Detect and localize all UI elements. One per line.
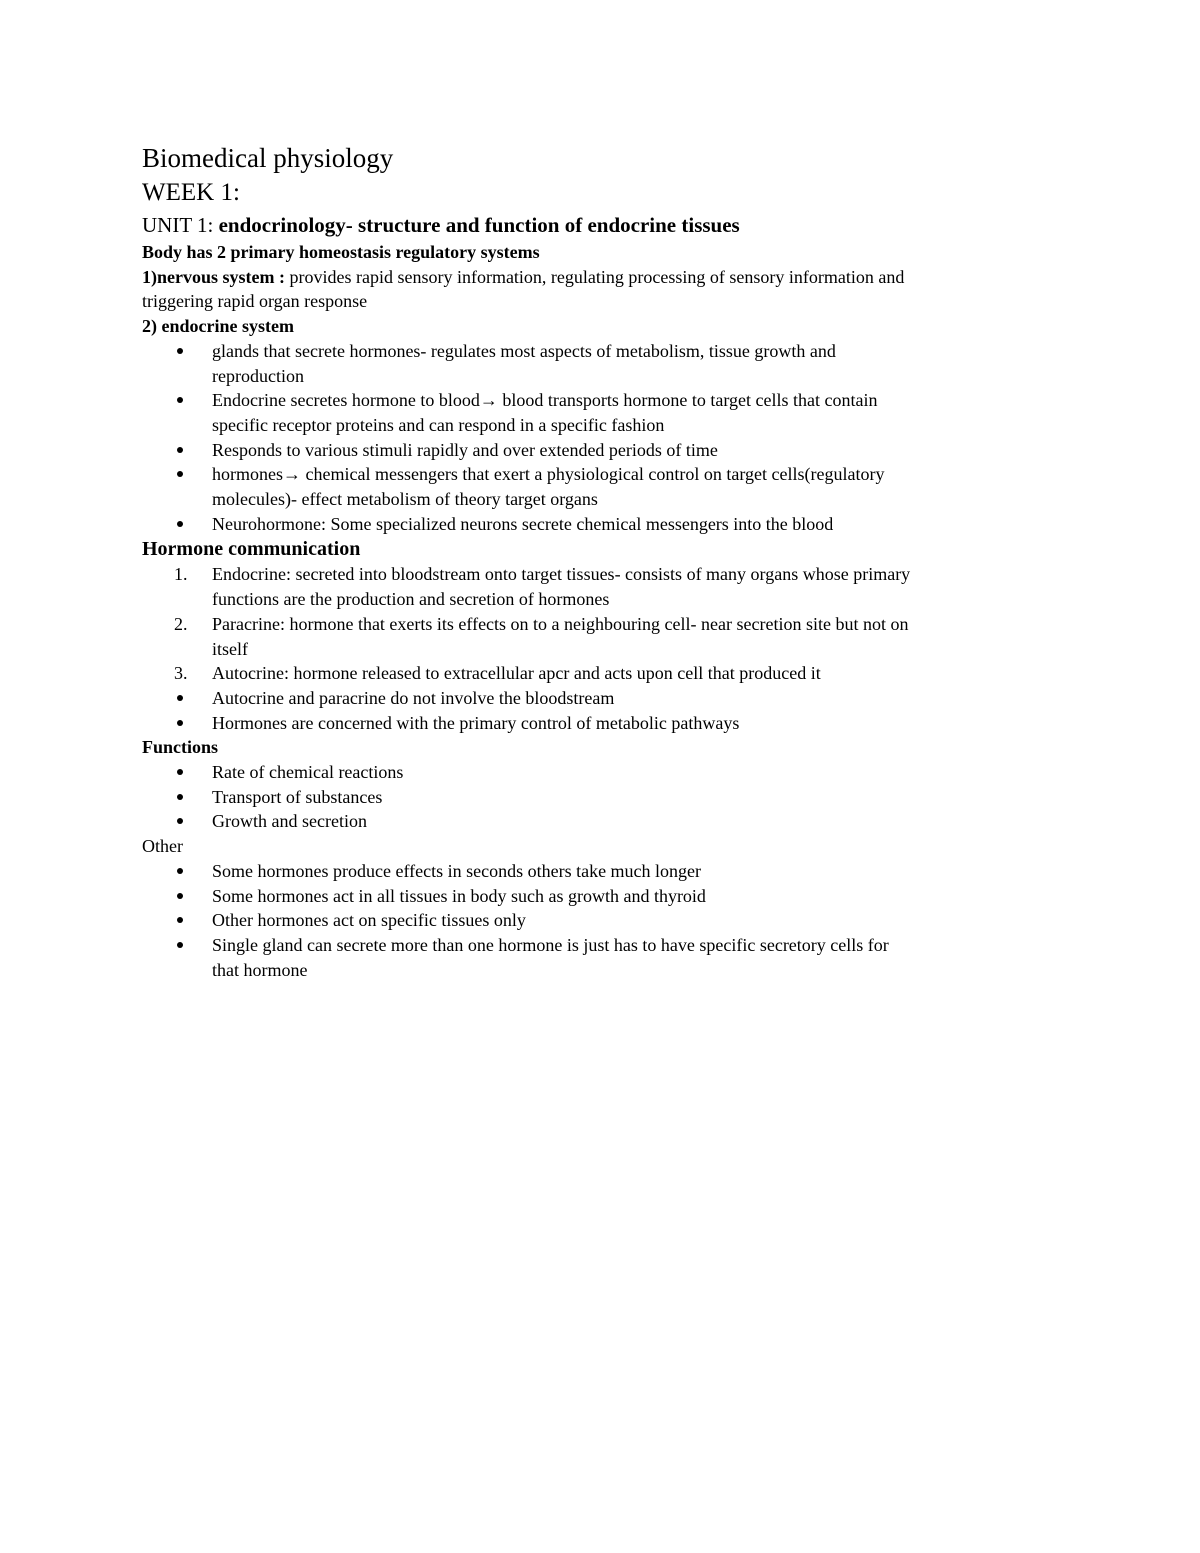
list-item-text: Hormones are concerned with the primary control of metabolic pathways [212,712,740,733]
list-item [142,933,1072,982]
list-item-text: Transport of substances [212,786,383,807]
list-item-text: Endocrine: secreted into bloodstream onto target tissues- consists of many organs whose primary [212,564,911,585]
list-item-text: reproduction [212,365,304,386]
list-item-text: Endocrine secretes hormone to blood→ blood transports hormone to target cells that contain [212,390,878,411]
list-item [142,388,1072,437]
list-number: 1. [174,564,188,585]
functions-bullet-list [142,760,1072,834]
list-item-text: hormones→ chemical messengers that exert a physiological control on target cells(regulatory [212,464,885,485]
list-item-text: Neurohormone: Some specialized neurons secrete chemical messengers into the blood [212,513,834,534]
nervous-system-text: provides rapid sensory information, regulating processing of sensory information and [289,266,905,287]
list-item-text: Some hormones act in all tissues in body such as growth and thyroid [212,885,706,906]
list-item [142,859,1072,884]
list-item [142,661,1072,686]
list-item [142,809,1072,834]
other-heading: Other [142,836,183,857]
nervous-system-line-2: triggering rapid organ response [142,291,368,312]
list-item-text: Paracrine: hormone that exerts its effects on to a neighbouring cell- near secretion site but not on [212,613,909,634]
list-item [142,462,1072,511]
list-item [142,339,1072,388]
list-item [142,908,1072,933]
list-item [142,512,1072,537]
unit-prefix: UNIT 1: [142,213,219,237]
hormone-communication-numbered-list [142,562,1072,686]
hormone-communication-heading: Hormone communication [142,538,361,561]
list-item [142,686,1072,711]
endocrine-bullet-list [142,339,1072,537]
nervous-system-label: 1)nervous system : [142,266,290,287]
list-item-text: molecules)- effect metabolism of theory target organs [212,489,598,510]
week-heading: WEEK 1: [142,179,240,206]
other-bullet-list [142,859,1072,983]
list-item [142,884,1072,909]
list-item-text: Autocrine and paracrine do not involve the bloodstream [212,687,615,708]
list-item-text: Rate of chemical reactions [212,762,404,783]
document-title: Biomedical physiology [142,143,394,173]
list-item-text: Other hormones act on specific tissues only [212,910,526,931]
list-item-text: itself [212,638,248,659]
list-item-text: Single gland can secrete more than one hormone is just has to have specific secretory cells for [212,934,889,955]
list-item-text: functions are the production and secretion of hormones [212,589,610,610]
list-item-text: specific receptor proteins and can respond in a specific fashion [212,414,665,435]
hormone-communication-bullet-list [142,686,1072,735]
list-item-text: that hormone [212,959,308,980]
list-item [142,438,1072,463]
document-page [142,140,1072,982]
nervous-system-line-1 [142,265,1072,290]
list-item-text: Growth and secretion [212,811,367,832]
list-item-text: Some hormones produce effects in seconds others take much longer [212,860,702,881]
list-item [142,785,1072,810]
list-item [142,612,1072,661]
list-number: 3. [174,663,188,684]
list-item-text: glands that secrete hormones- regulates most aspects of metabolism, tissue growth and [212,340,836,361]
unit-topic: endocrinology- structure and function of endocrine tissues [218,213,740,237]
unit-heading [142,210,1072,240]
list-item [142,760,1072,785]
body-systems-heading: Body has 2 primary homeostasis regulatory systems [142,242,540,262]
functions-heading: Functions [142,737,219,758]
list-item-text: Responds to various stimuli rapidly and over extended periods of time [212,439,718,460]
list-item-text: Autocrine: hormone released to extracellular apcr and acts upon cell that produced it [212,663,821,684]
list-item [142,562,1072,611]
list-number: 2. [174,613,188,634]
endocrine-system-heading: 2) endocrine system [142,316,294,337]
list-item [142,711,1072,736]
